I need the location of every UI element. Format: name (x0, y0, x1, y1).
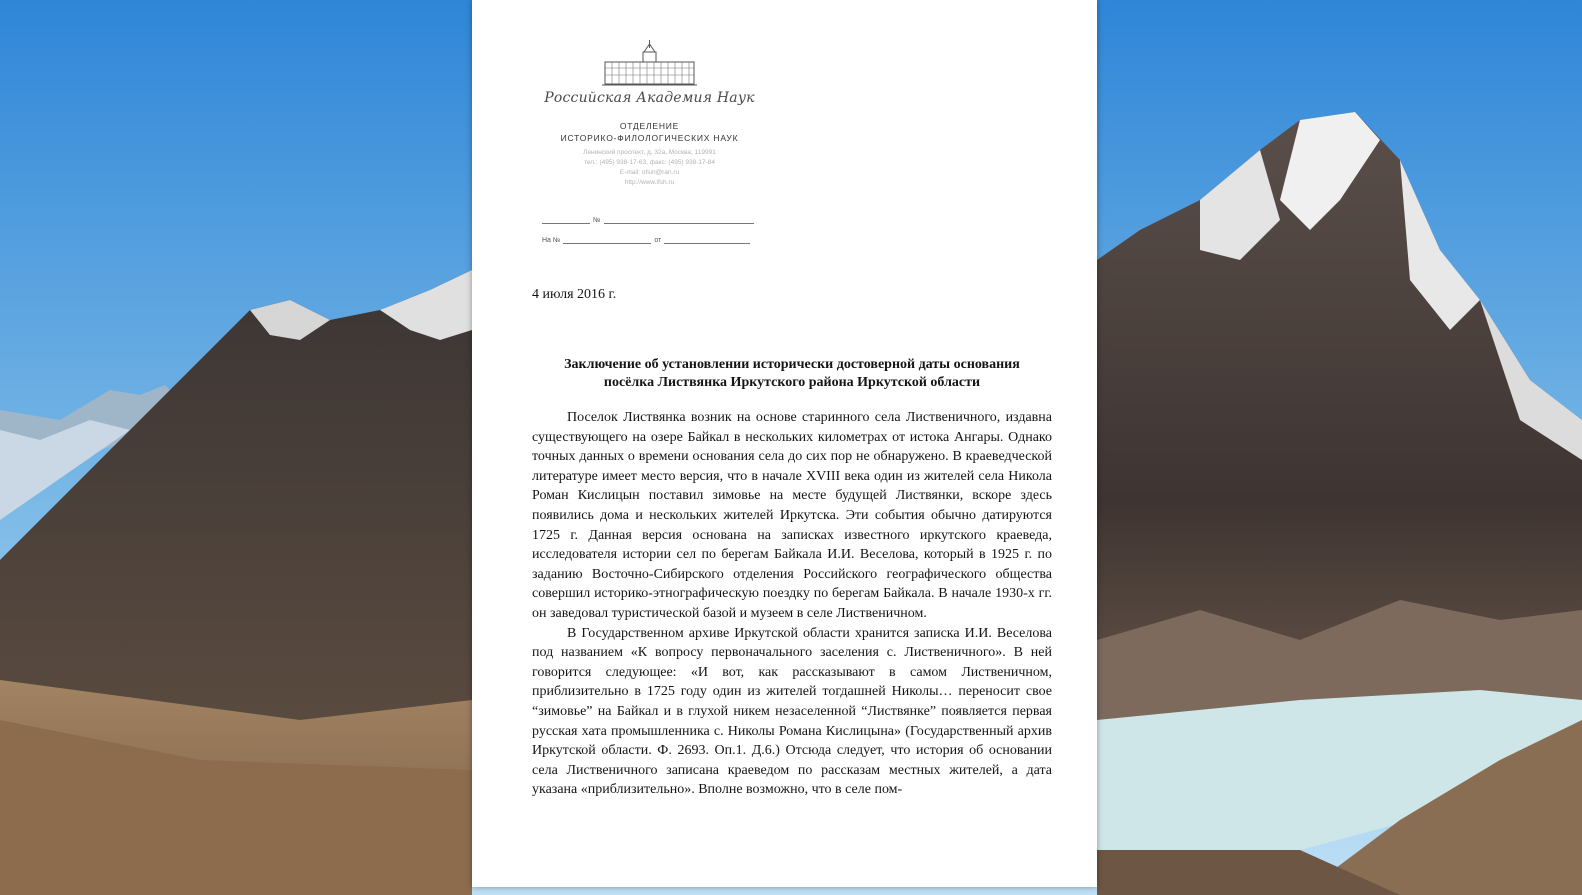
outgoing-number-row (542, 210, 757, 224)
letterhead (542, 38, 757, 188)
outgoing-date-line (542, 215, 590, 224)
contact-phone: тел.: (495) 938-17-63, факс: (495) 938-17-84 (583, 159, 716, 166)
paragraph-1: Поселок Листвянка возник на основе старинного села Лиственичного, издавна существующего на озере Байкал в нескольких километрах от истока Ангары. Однако точных данных о времени основания села до сих пор не обнаружено. В краеведческой литературе имеет место версия, что в начале XVIII века один из жителей села Никола Роман Кислицын поставил зимовье на месте будущей Листвянки, вскоре здесь появились дома и нескольких жителей Иркутска. Эти события обычно датируются 1725 г. Данная версия основана на записках известного иркутского краеведа, исследователя истории сел по берегам Байкала И.И. Веселова, который в 1925 г. по заданию Восточно-Сибирского отделения Российского географического общества совершил историко-этнографическую поездку по берегам Байкала. В начале 1930-х гг. он заведовал туристической базой и музеем в селе Лиственичном. (532, 410, 1052, 621)
document-date: 4 июля 2016 г. (532, 287, 617, 302)
title-line-1: Заключение об установлении исторически достоверной даты основания (564, 357, 1020, 372)
outgoing-number-line (604, 215, 754, 224)
contact-email: E-mail: ofsin@ran.ru (619, 169, 680, 176)
letter-document (472, 0, 1097, 887)
reference-date-line (664, 235, 750, 244)
contact-address: Ленинский проспект, д. 32а, Москва, 119991 (583, 149, 716, 156)
document-body (532, 408, 1052, 800)
department-line-2: ИСТОРИКО-ФИЛОЛОГИЧЕСКИХ НАУК (560, 133, 739, 143)
incoming-reference-row (542, 230, 757, 244)
academy-name: Российская Академия Наук (544, 90, 755, 106)
document-title (532, 356, 1052, 392)
academy-building-logo (602, 38, 697, 88)
reference-number-line (563, 235, 651, 244)
reference-fields (542, 210, 757, 250)
from-label: от (654, 237, 662, 244)
reference-label: На № (542, 237, 561, 244)
department-name (542, 120, 757, 144)
title-line-2: посёлка Листвянка Иркутского района Иркутской области (603, 375, 981, 390)
paragraph-2: В Государственном архиве Иркутской области хранится записка И.И. Веселова под названием «К вопросу первоначального заселения с. Лиственичного». В ней говорится следующее: «И вот, как рассказывают в самом Лиственичном, приблизительно в 1725 году один из жителей тогдашней Николы… переносит свое “зимовье” на Байкал и в глухой никем незаселенной “Листвянке” появляется первая русская хата промышленника с. Николы Романа Кислицына» (Государственный архив Иркутской области. Ф. 2693. Оп.1. Д.6.) Отсюда следует, что история об основании села Лиственичного записана краеведом по рассказам местных жителей, а дата указана «приблизительно». Вполне возможно, что в селе пом- (532, 625, 1052, 798)
letterhead-contacts (542, 148, 757, 188)
number-label: № (593, 217, 601, 224)
contact-website: http://www.ifsh.ru (624, 179, 675, 186)
department-line-1: ОТДЕЛЕНИЕ (619, 121, 680, 131)
